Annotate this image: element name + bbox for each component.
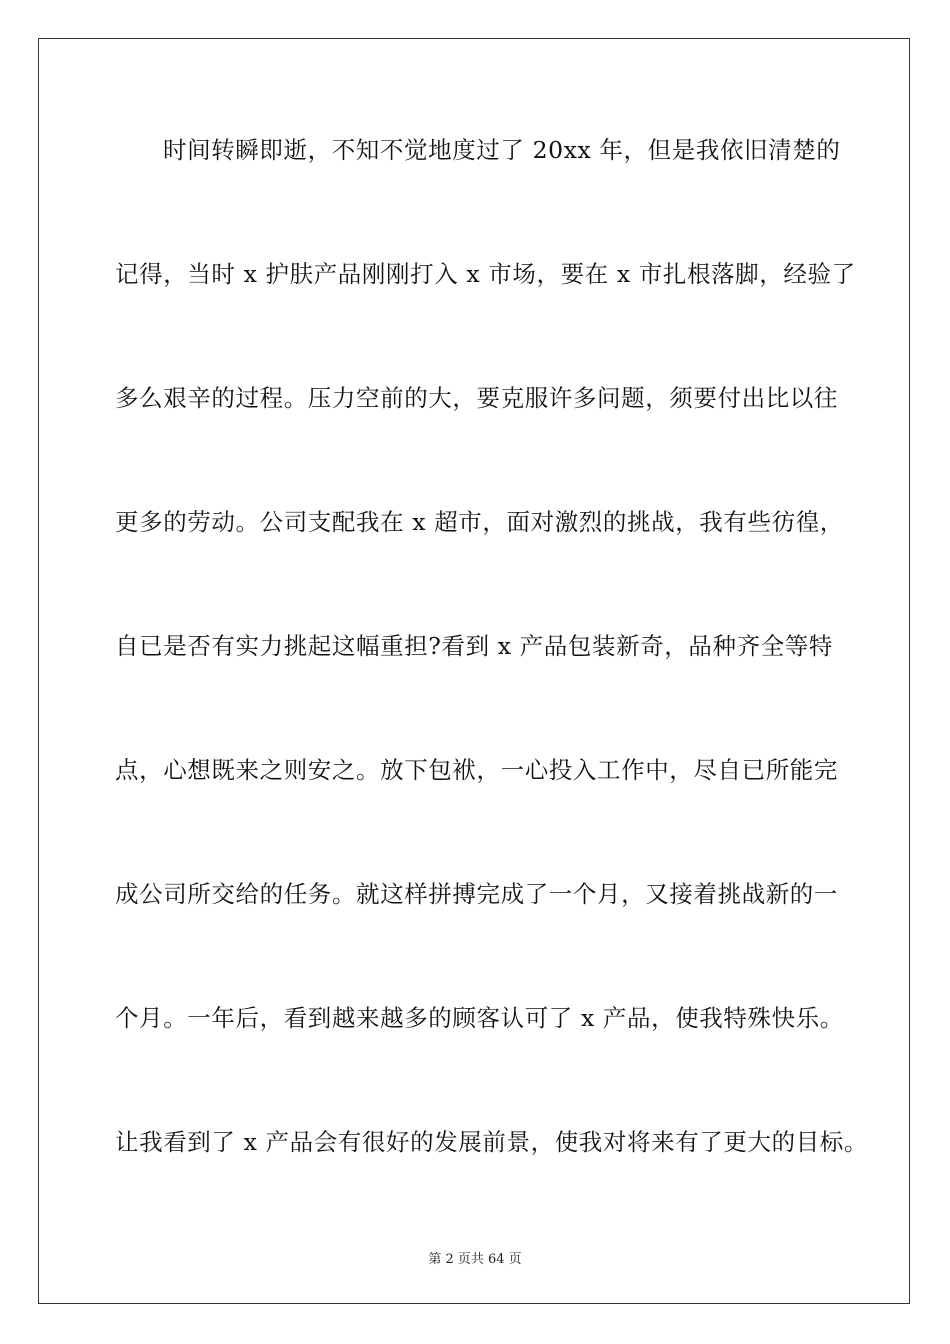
total-pages: 共 64 页	[470, 1252, 522, 1267]
document-body	[115, 118, 868, 1234]
paragraph-line-5: 自已是否有实力挑起这幅重担?看到 x 产品包装新奇，品种齐全等特	[115, 632, 833, 660]
paragraph-line-4: 更多的劳动。公司支配我在 x 超市，面对激烈的挑战，我有些彷徨，	[115, 508, 844, 536]
paragraph-line-1: 时间转瞬即逝，不知不觉地度过了 20xx 年，但是我依旧清楚的	[163, 136, 841, 164]
page-footer	[0, 1248, 950, 1267]
page-number: 第 2 页	[428, 1252, 471, 1267]
paragraph-line-7: 成公司所交给的任务。就这样拼搏完成了一个月，又接着挑战新的一	[115, 880, 838, 908]
paragraph-line-8: 个月。一年后，看到越来越多的顾客认可了 x 产品，使我特殊快乐。	[115, 1004, 844, 1032]
paragraph-line-3: 多么艰辛的过程。压力空前的大，要克服许多问题，须要付出比以往	[115, 384, 838, 412]
paragraph-line-6: 点，心想既来之则安之。放下包袱，一心投入工作中，尽自已所能完	[115, 756, 838, 784]
paragraph-line-2: 记得，当时 x 护肤产品刚刚打入 x 市场，要在 x 市扎根落脚，经验了	[115, 260, 856, 288]
paragraph-line-9: 让我看到了 x 产品会有很好的发展前景，使我对将来有了更大的目标。	[115, 1128, 868, 1156]
